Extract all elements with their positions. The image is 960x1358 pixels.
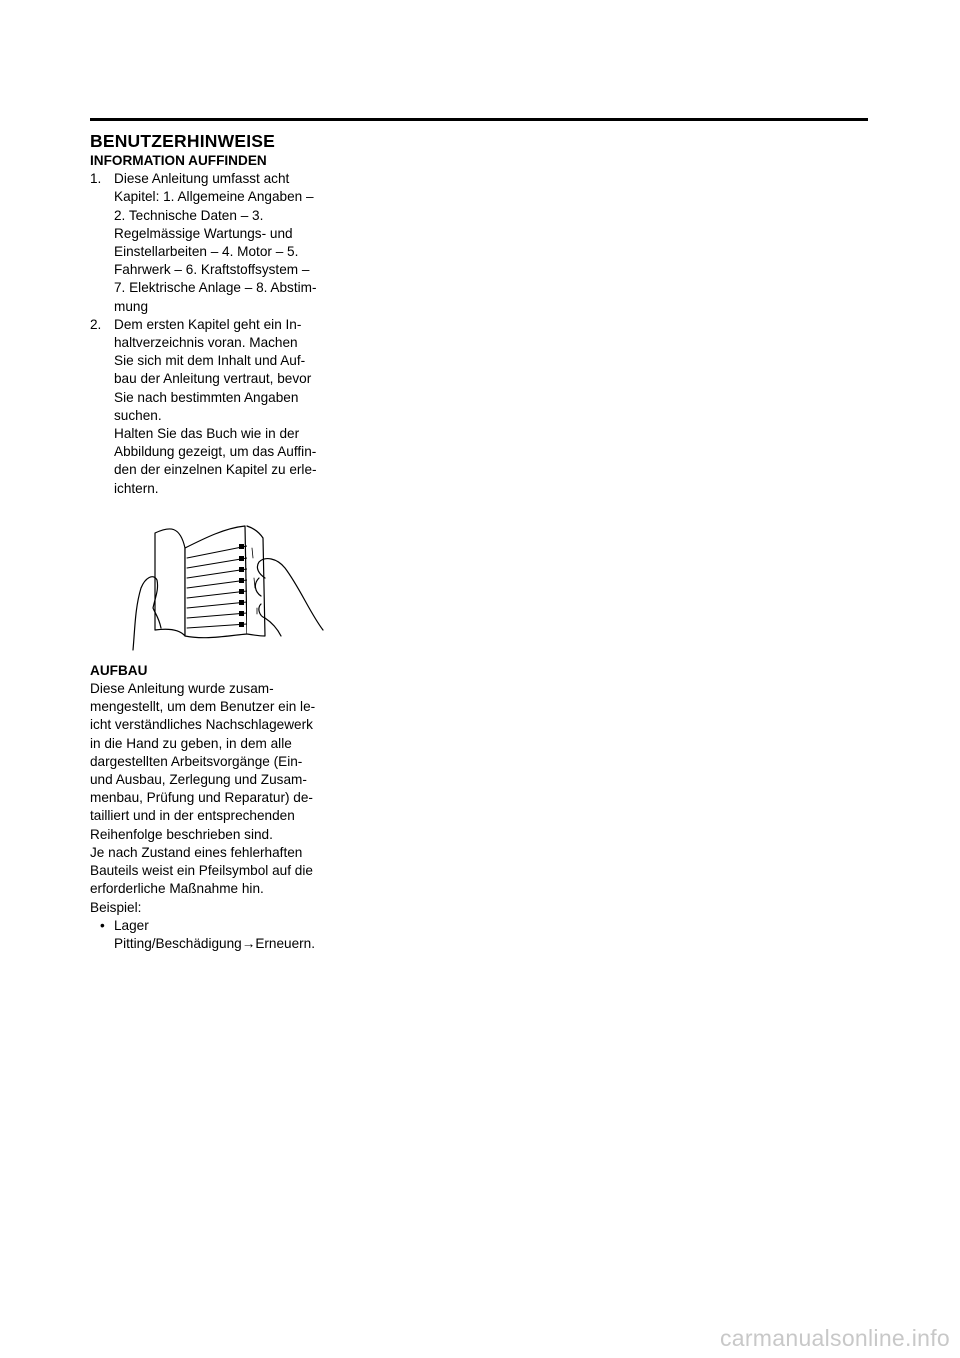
text-line: Beispiel: <box>90 899 142 915</box>
right-hand <box>255 558 323 635</box>
book-page-stack <box>185 526 247 638</box>
text-line: 7. Elektrische Anlage – 8. Abstim- <box>114 280 317 296</box>
watermark: carmanualsonline.info <box>719 1325 950 1351</box>
text-line: Dem ersten Kapitel geht ein In- <box>114 316 302 332</box>
list-item-2 <box>90 316 340 498</box>
text-line: Regelmässige Wartungs- und <box>114 225 293 241</box>
text-line: Fahrwerk – 6. Kraftstoffsystem – <box>114 262 310 278</box>
header-rule <box>90 118 868 121</box>
text-line: ichtern. <box>114 480 159 496</box>
bullet-item: Lager <box>114 917 149 933</box>
list-item-text <box>114 316 340 498</box>
list-item-1 <box>90 170 340 316</box>
text-line: Sie nach bestimmten Angaben <box>114 389 299 405</box>
text-line: haltverzeichnis voran. Machen <box>114 335 298 351</box>
text-line: Bauteils weist ein Pfeilsymbol auf die <box>90 863 313 879</box>
section-title: BENUTZERHINWEISE <box>90 131 276 151</box>
text-line: Diese Anleitung wurde zusam- <box>90 681 274 697</box>
list-item-text <box>114 170 340 316</box>
text-line: mung <box>114 298 149 314</box>
text-line: Kapitel: 1. Allgemeine Angaben – <box>114 189 314 205</box>
text-line: suchen. <box>114 407 162 423</box>
text-line: mengestellt, um dem Benutzer ein le- <box>90 699 316 715</box>
bullet-detail: Pitting/Beschädigung→Erneuern. <box>114 935 316 951</box>
text-line: Reihenfolge beschrieben sind. <box>90 826 273 842</box>
text-column <box>90 152 340 953</box>
text-line: Abbildung gezeigt, um das Auffin- <box>114 444 317 460</box>
text-line: und Ausbau, Zerlegung und Zusam- <box>90 772 307 788</box>
aufbau-paragraph <box>90 680 340 917</box>
list-number: 2. <box>90 316 102 332</box>
text-line: Halten Sie das Buch wie in der <box>114 426 300 442</box>
text-line: menbau, Prüfung und Reparatur) de- <box>90 790 313 806</box>
list-number: 1. <box>90 171 102 187</box>
text-line: dargestellten Arbeitsvorgänge (Ein- <box>90 753 303 769</box>
bullet-icon: • <box>100 917 105 933</box>
book-right-cover <box>247 526 265 636</box>
text-line: Je nach Zustand eines fehlerhaften <box>90 844 303 860</box>
text-line: in die Hand zu geben, in dem alle <box>90 735 292 751</box>
bullet-text <box>114 917 315 953</box>
text-line: Sie sich mit dem Inhalt und Auf- <box>114 353 306 369</box>
book-hands-illustration <box>125 518 325 654</box>
text-line: bau der Anleitung vertraut, bevor <box>114 371 312 387</box>
text-line: erforderliche Maßnahme hin. <box>90 881 264 897</box>
text-line: den der einzelnen Kapitel zu erle- <box>114 462 317 478</box>
text-line: icht verständliches Nachschlagewerk <box>90 717 313 733</box>
text-line: tailliert und in der entsprechenden <box>90 808 295 824</box>
example-bullet <box>90 917 340 953</box>
info-heading: INFORMATION AUFFINDEN <box>90 153 267 168</box>
book-left-page <box>155 529 185 636</box>
aufbau-heading: AUFBAU <box>90 662 148 678</box>
text-line: 2. Technische Daten – 3. <box>114 207 264 223</box>
text-line: Diese Anleitung umfasst acht <box>114 171 290 187</box>
text-line: Einstellarbeiten – 4. Motor – 5. <box>114 244 299 260</box>
